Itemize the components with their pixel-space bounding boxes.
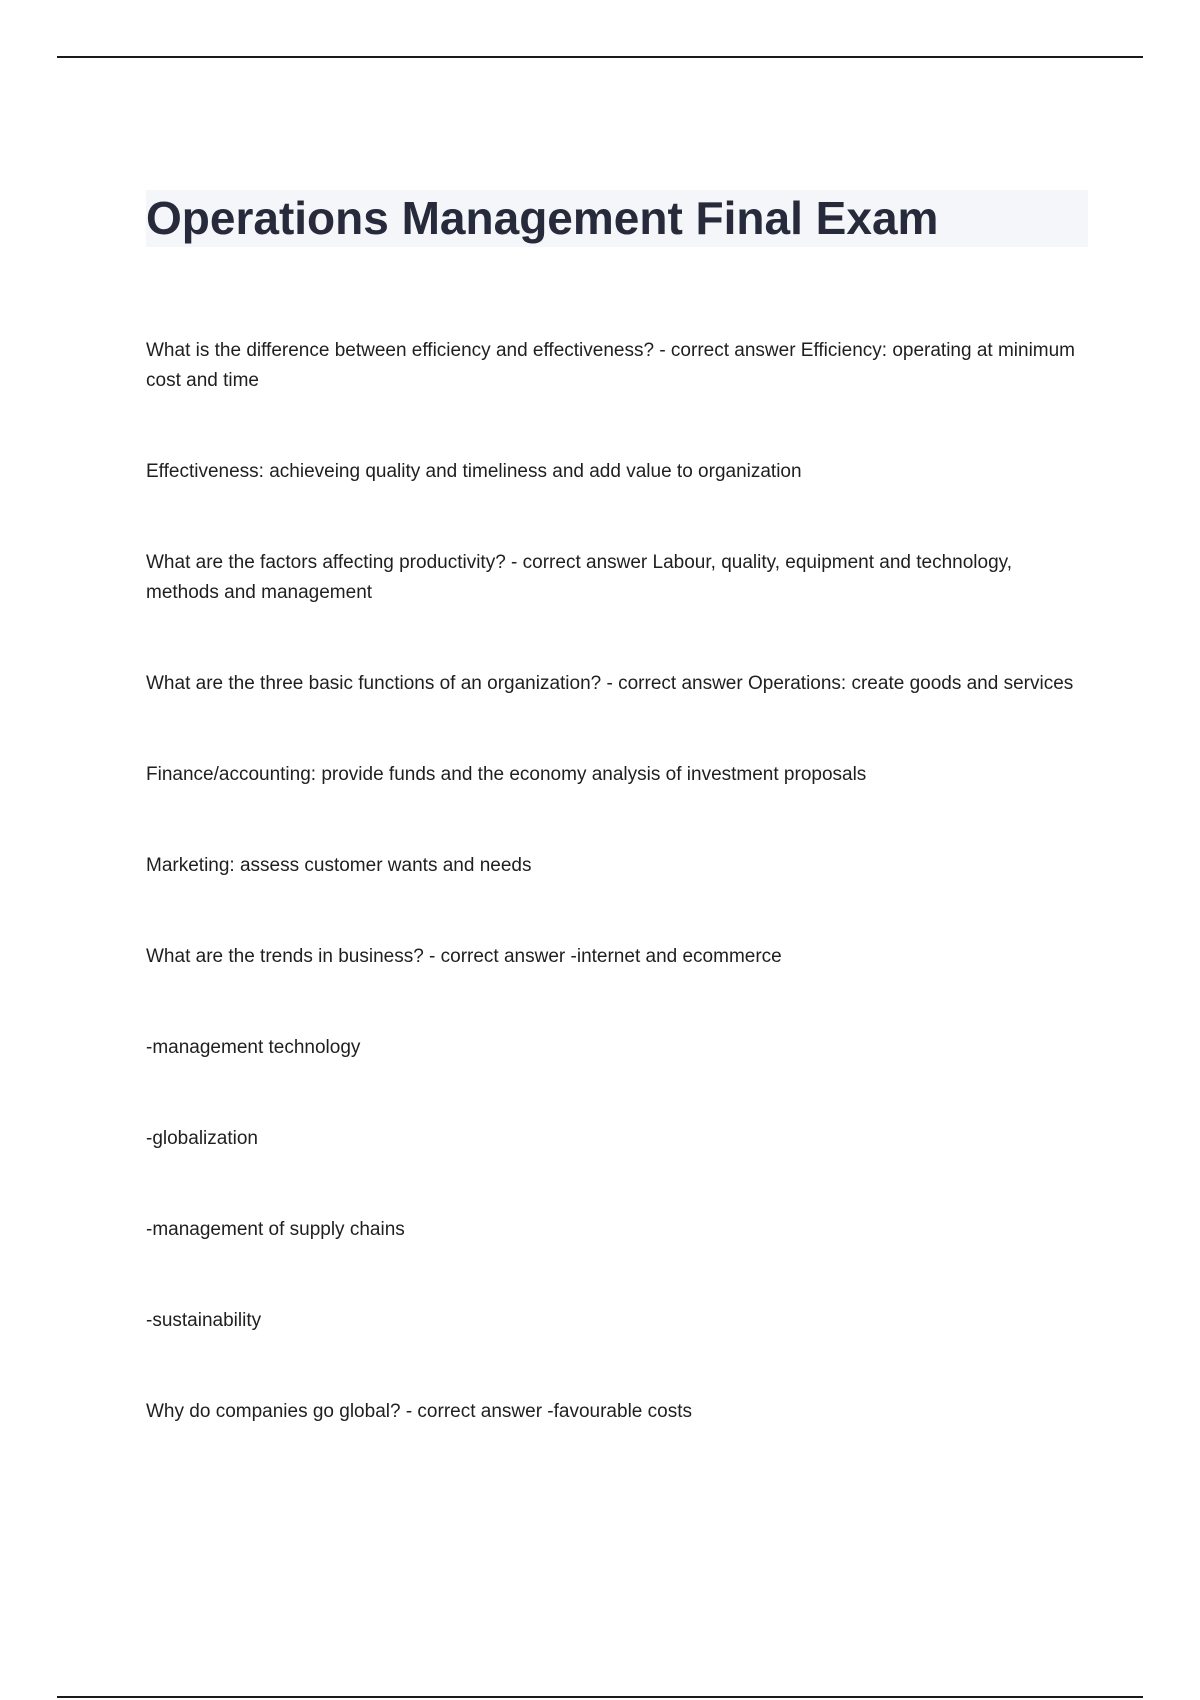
document-body xyxy=(146,336,1088,1488)
qa-paragraph: Effectiveness: achieveing quality and timeliness and add value to organization xyxy=(146,461,802,482)
list-item: -management of supply chains xyxy=(146,1219,405,1240)
top-divider xyxy=(57,56,1143,58)
list-item: -management technology xyxy=(146,1037,361,1058)
qa-paragraph: What are the trends in business? - correct answer -internet and ecommerce xyxy=(146,946,782,967)
qa-paragraph: What is the difference between efficiency and effectiveness? - correct answer Efficiency: operating at minimum cost and time xyxy=(146,340,1076,391)
qa-paragraph: What are the three basic functions of an organization? - correct answer Operations: create goods and services xyxy=(146,673,1074,694)
qa-paragraph: Finance/accounting: provide funds and the economy analysis of investment proposals xyxy=(146,764,867,785)
list-item: -globalization xyxy=(146,1128,258,1149)
bottom-divider xyxy=(57,1696,1143,1698)
document-title: Operations Management Final Exam xyxy=(146,192,939,244)
qa-paragraph: Marketing: assess customer wants and needs xyxy=(146,855,532,876)
qa-paragraph: What are the factors affecting productivity? - correct answer Labour, quality, equipment and technology, methods and management xyxy=(146,552,1013,603)
list-item: -sustainability xyxy=(146,1310,262,1331)
qa-paragraph: Why do companies go global? - correct answer -favourable costs xyxy=(146,1401,692,1422)
